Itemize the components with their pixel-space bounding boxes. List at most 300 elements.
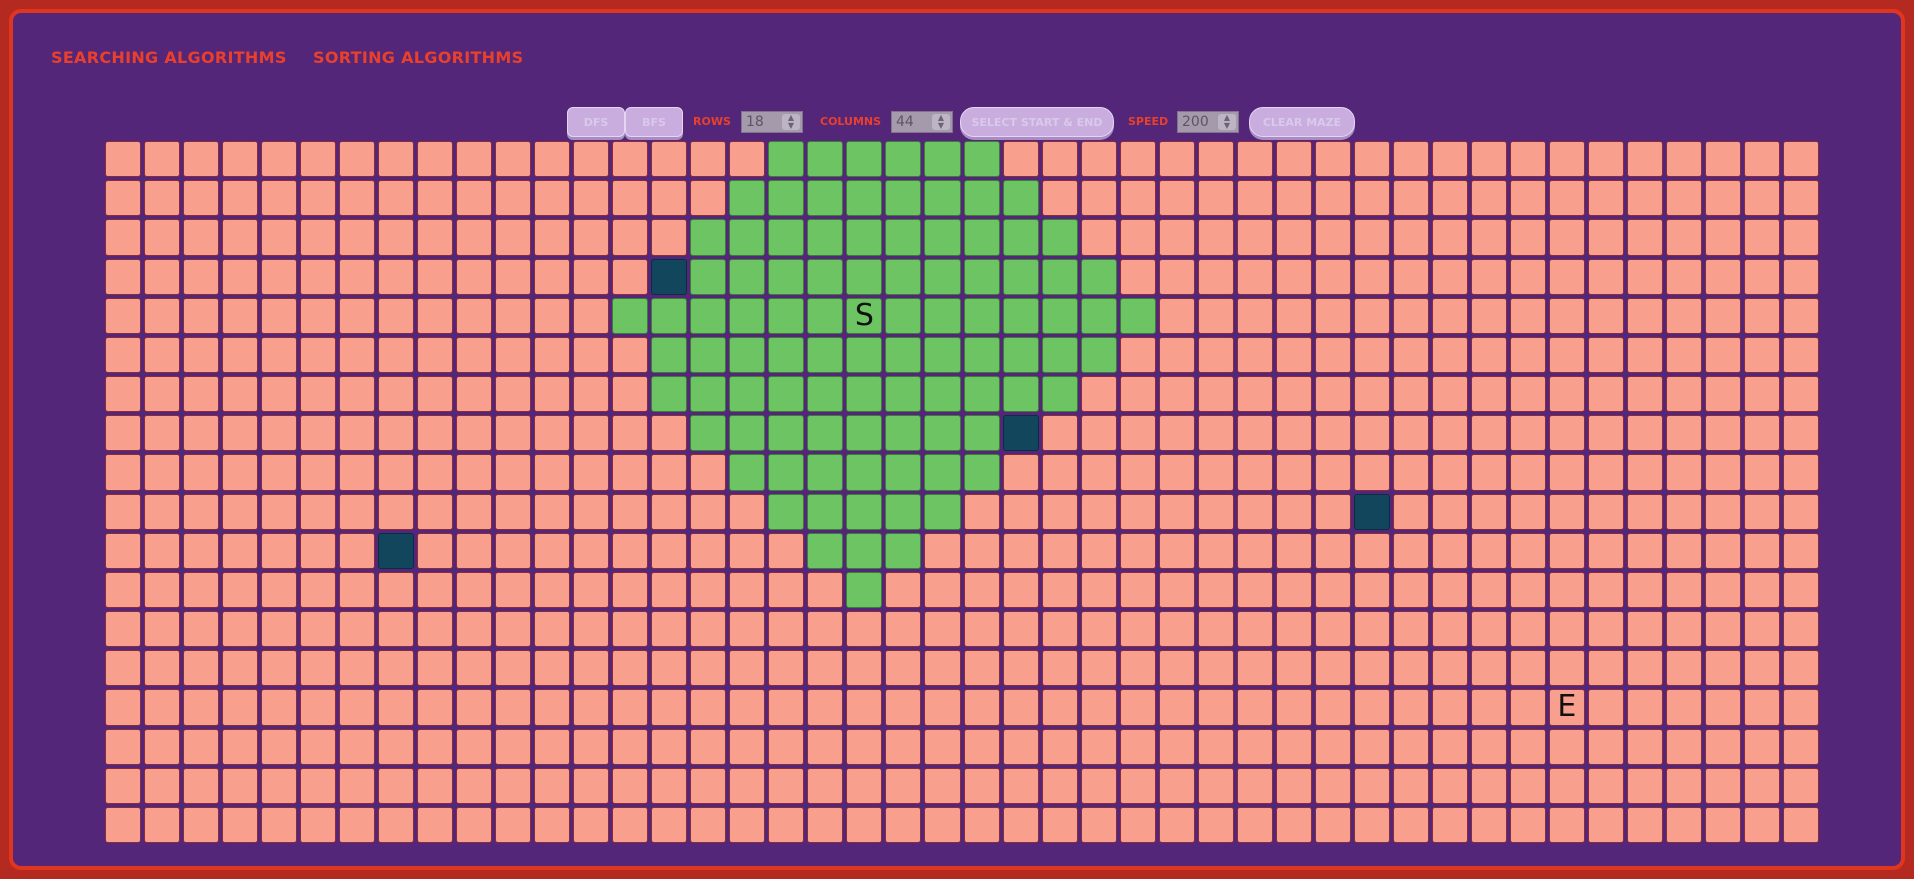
grid-cell[interactable]: [456, 650, 492, 686]
grid-cell[interactable]: [885, 729, 921, 765]
grid-cell[interactable]: [651, 807, 687, 843]
grid-cell[interactable]: [690, 141, 726, 177]
grid-cell[interactable]: [1354, 454, 1390, 490]
grid-cell[interactable]: [573, 180, 609, 216]
grid-cell[interactable]: [417, 180, 453, 216]
grid-cell[interactable]: [261, 376, 297, 412]
grid-cell[interactable]: [1237, 180, 1273, 216]
grid-cell[interactable]: [768, 768, 804, 804]
grid-cell[interactable]: [807, 337, 843, 373]
grid-cell[interactable]: [846, 807, 882, 843]
grid-cell[interactable]: [534, 572, 570, 608]
grid-cell[interactable]: [768, 298, 804, 334]
speed-spinner-icon[interactable]: ▲ ▼: [1218, 114, 1236, 130]
grid-cell[interactable]: [495, 768, 531, 804]
grid-cell[interactable]: [768, 415, 804, 451]
grid-cell[interactable]: [1510, 376, 1546, 412]
grid-cell[interactable]: [1315, 650, 1351, 686]
grid-cell[interactable]: [729, 337, 765, 373]
grid-cell[interactable]: [924, 650, 960, 686]
grid-cell[interactable]: [1276, 180, 1312, 216]
grid-cell[interactable]: [1744, 572, 1780, 608]
grid-cell[interactable]: [729, 572, 765, 608]
grid-cell[interactable]: [300, 259, 336, 295]
grid-cell[interactable]: [1510, 650, 1546, 686]
grid-cell[interactable]: [1354, 415, 1390, 451]
grid-cell[interactable]: [144, 141, 180, 177]
grid-cell[interactable]: [378, 298, 414, 334]
grid-cell[interactable]: [1783, 141, 1819, 177]
grid-cell[interactable]: [1471, 689, 1507, 725]
grid-cell[interactable]: [222, 572, 258, 608]
grid-cell[interactable]: [1627, 572, 1663, 608]
grid-cell[interactable]: [1549, 376, 1585, 412]
grid-cell[interactable]: [378, 807, 414, 843]
grid-cell[interactable]: [1783, 180, 1819, 216]
grid-cell[interactable]: [1198, 768, 1234, 804]
grid-cell[interactable]: [1120, 768, 1156, 804]
grid-cell[interactable]: [183, 219, 219, 255]
grid-cell[interactable]: [1198, 298, 1234, 334]
grid-cell[interactable]: [300, 415, 336, 451]
grid-cell[interactable]: [417, 337, 453, 373]
grid-cell[interactable]: [339, 572, 375, 608]
grid-cell[interactable]: [1627, 141, 1663, 177]
grid-cell[interactable]: [1081, 611, 1117, 647]
grid-cell[interactable]: [1471, 376, 1507, 412]
grid-cell[interactable]: [300, 611, 336, 647]
grid-cell[interactable]: [144, 494, 180, 530]
grid-cell[interactable]: [1042, 689, 1078, 725]
grid-cell[interactable]: [1783, 494, 1819, 530]
grid-cell[interactable]: [1432, 807, 1468, 843]
grid-cell[interactable]: [456, 259, 492, 295]
grid-cell[interactable]: [105, 180, 141, 216]
grid-cell[interactable]: [456, 415, 492, 451]
grid-cell[interactable]: [885, 650, 921, 686]
grid-cell[interactable]: [651, 337, 687, 373]
grid-cell[interactable]: [261, 259, 297, 295]
grid-cell[interactable]: [1471, 611, 1507, 647]
grid-cell[interactable]: [339, 259, 375, 295]
grid-cell[interactable]: [651, 454, 687, 490]
grid-cell[interactable]: [1276, 533, 1312, 569]
grid-cell[interactable]: [378, 141, 414, 177]
rows-spinner-icon[interactable]: ▲ ▼: [782, 114, 800, 130]
grid-cell[interactable]: [1744, 494, 1780, 530]
grid-cell[interactable]: [534, 729, 570, 765]
grid-cell[interactable]: [846, 376, 882, 412]
grid-cell[interactable]: [729, 807, 765, 843]
grid-cell[interactable]: [846, 259, 882, 295]
grid-cell[interactable]: [1237, 298, 1273, 334]
grid-cell[interactable]: [534, 259, 570, 295]
grid-cell[interactable]: [729, 415, 765, 451]
grid-cell[interactable]: [1042, 219, 1078, 255]
grid-cell[interactable]: [261, 494, 297, 530]
grid-cell[interactable]: [1120, 376, 1156, 412]
grid-cell[interactable]: [1003, 141, 1039, 177]
grid-cell[interactable]: [495, 689, 531, 725]
grid-cell[interactable]: [729, 689, 765, 725]
grid-cell[interactable]: [1393, 298, 1429, 334]
grid-cell[interactable]: [1471, 141, 1507, 177]
grid-cell[interactable]: [222, 337, 258, 373]
grid-cell[interactable]: [1744, 768, 1780, 804]
grid-cell[interactable]: [1198, 219, 1234, 255]
grid-cell[interactable]: [378, 689, 414, 725]
grid-cell[interactable]: [144, 337, 180, 373]
grid-cell[interactable]: [1042, 337, 1078, 373]
grid-cell[interactable]: [651, 376, 687, 412]
grid-cell[interactable]: [105, 572, 141, 608]
grid-cell[interactable]: [456, 611, 492, 647]
grid-cell[interactable]: [1081, 259, 1117, 295]
grid-cell[interactable]: [1666, 611, 1702, 647]
grid-cell[interactable]: [1510, 533, 1546, 569]
grid-cell[interactable]: [1354, 219, 1390, 255]
grid-cell[interactable]: [183, 768, 219, 804]
grid-cell[interactable]: [964, 337, 1000, 373]
grid-cell[interactable]: [1120, 807, 1156, 843]
grid-cell[interactable]: [261, 298, 297, 334]
grid-cell[interactable]: [456, 337, 492, 373]
grid-cell[interactable]: [261, 807, 297, 843]
grid-cell[interactable]: [846, 180, 882, 216]
grid-cell[interactable]: [1705, 768, 1741, 804]
grid-cell[interactable]: [612, 337, 648, 373]
grid-cell[interactable]: [846, 572, 882, 608]
grid-cell[interactable]: [222, 768, 258, 804]
grid-cell[interactable]: [690, 219, 726, 255]
grid-cell[interactable]: [768, 141, 804, 177]
grid-cell[interactable]: [417, 141, 453, 177]
grid-cell[interactable]: [729, 141, 765, 177]
grid-cell[interactable]: [144, 572, 180, 608]
grid-cell[interactable]: [729, 376, 765, 412]
grid-cell[interactable]: [339, 611, 375, 647]
grid-cell[interactable]: [846, 768, 882, 804]
grid-cell[interactable]: [1237, 415, 1273, 451]
grid-cell[interactable]: [846, 689, 882, 725]
grid-cell[interactable]: [1393, 259, 1429, 295]
grid-cell[interactable]: [768, 180, 804, 216]
grid-cell[interactable]: [729, 494, 765, 530]
grid-cell[interactable]: [1627, 768, 1663, 804]
grid-cell[interactable]: [339, 219, 375, 255]
grid-cell[interactable]: [1549, 141, 1585, 177]
grid-cell[interactable]: [534, 611, 570, 647]
grid-cell[interactable]: [534, 807, 570, 843]
grid-cell[interactable]: [1315, 807, 1351, 843]
columns-spinner-icon[interactable]: ▲ ▼: [932, 114, 950, 130]
grid-cell[interactable]: [1081, 650, 1117, 686]
grid-cell[interactable]: [144, 415, 180, 451]
grid-cell[interactable]: [1198, 729, 1234, 765]
grid-cell[interactable]: [1588, 729, 1624, 765]
grid-cell[interactable]: [1120, 533, 1156, 569]
grid-cell[interactable]: [339, 494, 375, 530]
grid-cell[interactable]: [1588, 219, 1624, 255]
grid-cell[interactable]: [222, 259, 258, 295]
grid-cell[interactable]: [1588, 180, 1624, 216]
grid-cell[interactable]: [1276, 494, 1312, 530]
grid-cell[interactable]: [964, 454, 1000, 490]
grid-cell[interactable]: [885, 807, 921, 843]
grid-cell[interactable]: [924, 337, 960, 373]
grid-cell[interactable]: [339, 415, 375, 451]
grid-cell[interactable]: [1471, 180, 1507, 216]
grid-cell[interactable]: [690, 259, 726, 295]
grid-cell[interactable]: [534, 454, 570, 490]
grid-cell[interactable]: [1666, 729, 1702, 765]
grid-cell[interactable]: [1237, 650, 1273, 686]
grid-cell[interactable]: [1666, 572, 1702, 608]
grid-cell[interactable]: [534, 650, 570, 686]
grid-cell[interactable]: [1237, 533, 1273, 569]
grid-cell[interactable]: [378, 768, 414, 804]
grid-cell[interactable]: [1510, 768, 1546, 804]
grid-cell[interactable]: [534, 376, 570, 412]
grid-cell[interactable]: [1276, 689, 1312, 725]
grid-cell[interactable]: [573, 337, 609, 373]
grid-cell[interactable]: [1393, 533, 1429, 569]
grid-cell[interactable]: [1783, 298, 1819, 334]
grid-cell[interactable]: [573, 650, 609, 686]
grid-cell[interactable]: [1042, 650, 1078, 686]
grid-cell[interactable]: [456, 219, 492, 255]
grid-cell[interactable]: [807, 494, 843, 530]
grid-cell[interactable]: [1783, 572, 1819, 608]
grid-cell[interactable]: [1744, 141, 1780, 177]
grid-cell[interactable]: [1003, 337, 1039, 373]
grid-cell[interactable]: [144, 454, 180, 490]
grid-cell[interactable]: [222, 298, 258, 334]
grid-cell[interactable]: [768, 572, 804, 608]
grid-cell[interactable]: [885, 611, 921, 647]
grid-cell[interactable]: [1081, 807, 1117, 843]
grid-cell[interactable]: [1744, 729, 1780, 765]
grid-cell[interactable]: [378, 415, 414, 451]
grid-cell[interactable]: [1315, 689, 1351, 725]
grid-cell[interactable]: [1432, 415, 1468, 451]
grid-cell[interactable]: [1744, 807, 1780, 843]
grid-cell[interactable]: [378, 259, 414, 295]
grid-cell[interactable]: [378, 337, 414, 373]
grid-cell[interactable]: [144, 611, 180, 647]
grid-cell[interactable]: [1354, 807, 1390, 843]
grid-cell[interactable]: [1042, 415, 1078, 451]
grid-cell[interactable]: [144, 219, 180, 255]
grid-cell[interactable]: [222, 807, 258, 843]
grid-cell[interactable]: [222, 611, 258, 647]
grid-cell[interactable]: [105, 768, 141, 804]
grid-cell[interactable]: [807, 141, 843, 177]
grid-cell[interactable]: [1198, 180, 1234, 216]
grid-cell[interactable]: [222, 650, 258, 686]
grid-cell[interactable]: [1003, 611, 1039, 647]
grid-cell[interactable]: [339, 337, 375, 373]
grid-cell[interactable]: [924, 494, 960, 530]
grid-cell[interactable]: [1471, 729, 1507, 765]
grid-cell[interactable]: [1042, 180, 1078, 216]
grid-cell[interactable]: [729, 533, 765, 569]
grid-cell[interactable]: [651, 180, 687, 216]
grid-cell[interactable]: [573, 807, 609, 843]
grid-cell[interactable]: [729, 219, 765, 255]
grid-cell[interactable]: [456, 533, 492, 569]
grid-cell[interactable]: [885, 298, 921, 334]
grid-cell[interactable]: [1705, 141, 1741, 177]
grid-cell[interactable]: [378, 650, 414, 686]
grid-cell[interactable]: [573, 611, 609, 647]
grid-cell[interactable]: [1666, 533, 1702, 569]
grid-cell[interactable]: [1549, 219, 1585, 255]
grid-cell[interactable]: [846, 219, 882, 255]
grid-cell[interactable]: [144, 807, 180, 843]
grid-cell[interactable]: [885, 689, 921, 725]
grid-cell[interactable]: [1198, 376, 1234, 412]
grid-cell[interactable]: [1081, 219, 1117, 255]
grid-cell[interactable]: [1705, 298, 1741, 334]
grid-cell[interactable]: [1627, 807, 1663, 843]
grid-cell[interactable]: [1120, 611, 1156, 647]
grid-cell[interactable]: [924, 533, 960, 569]
grid-cell[interactable]: [964, 533, 1000, 569]
grid-cell[interactable]: [222, 376, 258, 412]
grid-cell[interactable]: [768, 729, 804, 765]
grid-cell[interactable]: [924, 259, 960, 295]
grid-cell[interactable]: [1666, 494, 1702, 530]
grid-cell[interactable]: [885, 454, 921, 490]
grid-cell[interactable]: [807, 180, 843, 216]
grid-cell[interactable]: [105, 415, 141, 451]
grid-cell[interactable]: [964, 141, 1000, 177]
grid-cell[interactable]: [924, 219, 960, 255]
grid-cell[interactable]: [417, 454, 453, 490]
grid-cell[interactable]: [1315, 180, 1351, 216]
grid-cell[interactable]: [417, 259, 453, 295]
grid-cell[interactable]: [690, 298, 726, 334]
grid-cell[interactable]: [1237, 729, 1273, 765]
grid-cell[interactable]: [417, 298, 453, 334]
grid-cell[interactable]: [1159, 259, 1195, 295]
grid-cell[interactable]: [846, 415, 882, 451]
grid-cell[interactable]: [1705, 259, 1741, 295]
grid-cell[interactable]: [1042, 533, 1078, 569]
grid-cell[interactable]: [1549, 298, 1585, 334]
grid-cell[interactable]: [1393, 337, 1429, 373]
grid-cell[interactable]: [1666, 689, 1702, 725]
grid-cell[interactable]: [1120, 219, 1156, 255]
grid-cell[interactable]: [1471, 337, 1507, 373]
speed-input[interactable]: [1177, 111, 1239, 133]
grid-cell[interactable]: [1744, 689, 1780, 725]
grid-cell[interactable]: [1198, 141, 1234, 177]
grid-cell[interactable]: [1666, 259, 1702, 295]
grid-cell[interactable]: [1042, 729, 1078, 765]
grid-cell[interactable]: [651, 141, 687, 177]
grid-cell[interactable]: [1354, 533, 1390, 569]
grid-cell[interactable]: [534, 337, 570, 373]
grid-cell[interactable]: [1783, 337, 1819, 373]
grid-cell[interactable]: [807, 689, 843, 725]
grid-cell[interactable]: [1783, 611, 1819, 647]
grid-cell[interactable]: [1627, 689, 1663, 725]
grid-cell[interactable]: [183, 650, 219, 686]
grid-cell[interactable]: [222, 729, 258, 765]
grid-cell[interactable]: [1159, 768, 1195, 804]
grid-cell[interactable]: [183, 337, 219, 373]
nav-sorting-algorithms[interactable]: SORTING ALGORITHMS: [313, 48, 524, 67]
grid-cell[interactable]: [612, 376, 648, 412]
grid-cell[interactable]: [1081, 494, 1117, 530]
grid-cell[interactable]: [105, 494, 141, 530]
grid-cell[interactable]: [964, 650, 1000, 686]
grid-cell[interactable]: [456, 807, 492, 843]
grid-cell[interactable]: [1627, 611, 1663, 647]
grid-cell[interactable]: [768, 219, 804, 255]
grid-cell[interactable]: [1315, 415, 1351, 451]
grid-cell[interactable]: [1198, 415, 1234, 451]
grid-cell[interactable]: [1549, 650, 1585, 686]
grid-cell[interactable]: [768, 259, 804, 295]
grid-cell[interactable]: [495, 415, 531, 451]
grid-cell[interactable]: [612, 768, 648, 804]
grid-cell[interactable]: [729, 729, 765, 765]
grid-cell[interactable]: [1003, 807, 1039, 843]
grid-cell[interactable]: [924, 141, 960, 177]
grid-cell[interactable]: [1432, 533, 1468, 569]
grid-cell[interactable]: [1744, 454, 1780, 490]
grid-cell[interactable]: [1120, 415, 1156, 451]
grid-cell[interactable]: [261, 729, 297, 765]
grid-cell[interactable]: [651, 650, 687, 686]
grid-cell[interactable]: [1159, 298, 1195, 334]
grid-cell[interactable]: [456, 141, 492, 177]
grid-cell[interactable]: [495, 572, 531, 608]
grid-cell[interactable]: [690, 611, 726, 647]
grid-cell[interactable]: [105, 533, 141, 569]
grid-cell[interactable]: [1471, 298, 1507, 334]
grid-cell[interactable]: [1393, 689, 1429, 725]
grid-cell[interactable]: [183, 807, 219, 843]
grid-cell[interactable]: [612, 689, 648, 725]
grid-cell[interactable]: [1393, 650, 1429, 686]
grid-cell[interactable]: [495, 650, 531, 686]
grid-cell[interactable]: [1588, 415, 1624, 451]
grid-cell[interactable]: [846, 611, 882, 647]
grid-cell[interactable]: [1471, 572, 1507, 608]
grid-cell[interactable]: [1237, 337, 1273, 373]
grid-cell[interactable]: [1393, 729, 1429, 765]
grid-cell[interactable]: [1666, 376, 1702, 412]
wall-cell[interactable]: [1354, 494, 1390, 530]
grid-cell[interactable]: [534, 689, 570, 725]
grid-cell[interactable]: [1705, 180, 1741, 216]
grid-cell[interactable]: [1432, 572, 1468, 608]
grid-cell[interactable]: [807, 572, 843, 608]
grid-cell[interactable]: [1081, 572, 1117, 608]
grid-cell[interactable]: [1276, 298, 1312, 334]
grid-cell[interactable]: [183, 572, 219, 608]
grid-cell[interactable]: [1276, 454, 1312, 490]
grid-cell[interactable]: [1627, 729, 1663, 765]
grid-cell[interactable]: [183, 454, 219, 490]
grid-cell[interactable]: [1627, 533, 1663, 569]
grid-cell[interactable]: [612, 141, 648, 177]
grid-cell[interactable]: [1549, 415, 1585, 451]
